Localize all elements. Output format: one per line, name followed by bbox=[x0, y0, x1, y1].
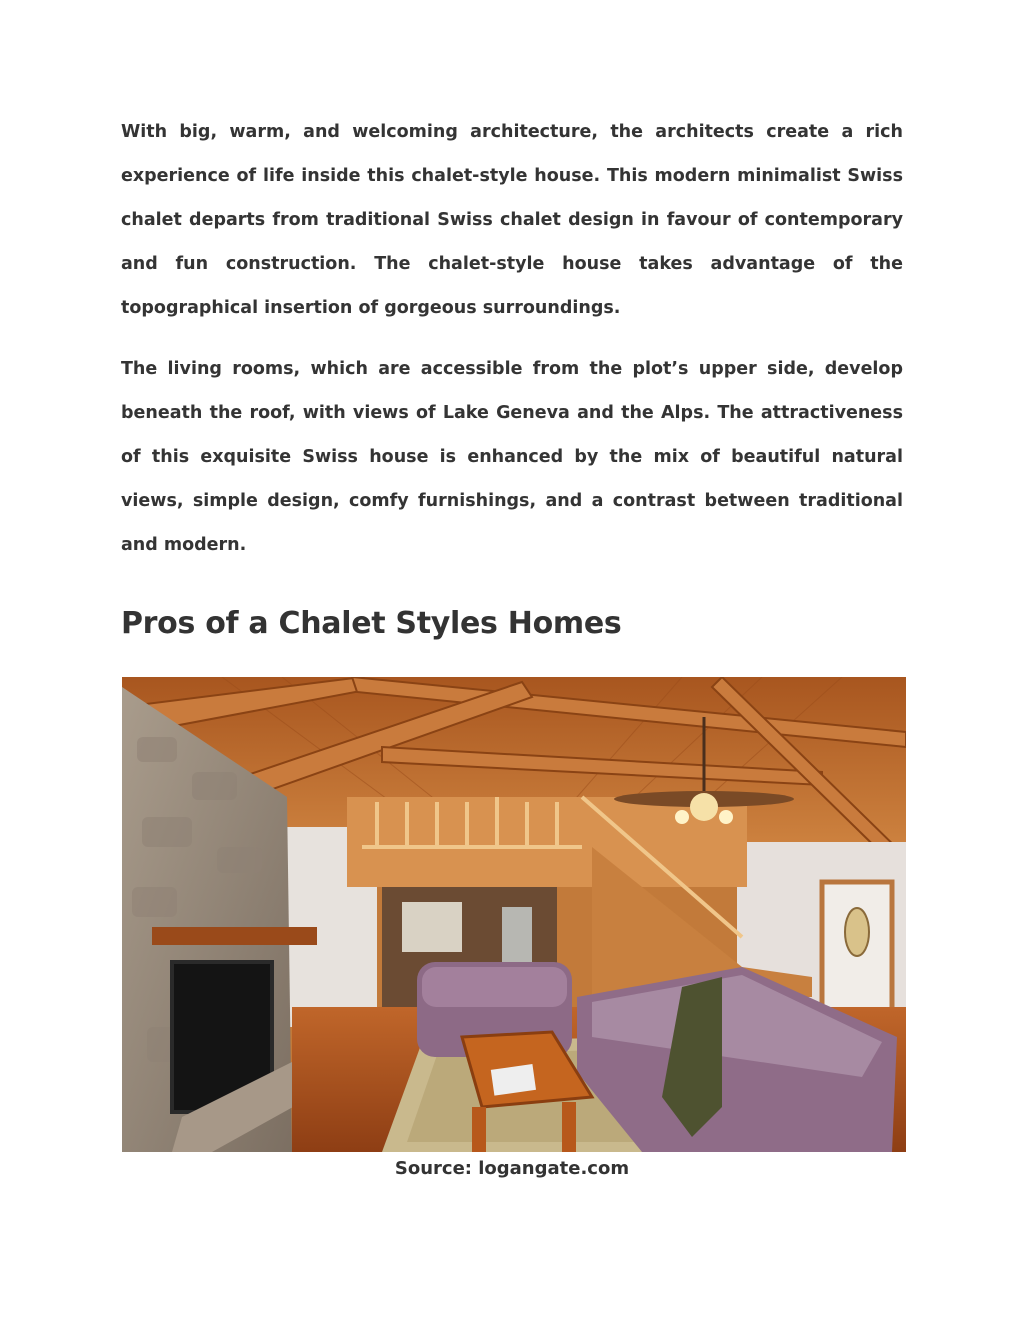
paragraph-living-rooms: The living rooms, which are accessible from the plot’s upper side, develop beneath the roof, with views of Lake Geneva and the Alps. The attractiveness of this exquisite Swiss house is enhanced by the mix of beautiful natural views, simple design, comfy furnishings, and a contrast between traditional and modern. bbox=[121, 359, 903, 555]
paragraph-chalet-architecture: With big, warm, and welcoming architecture, the architects create a rich experience of life inside this chalet-style house. This modern minimalist Swiss chalet departs from traditional Swiss chalet design in favour of contemporary and fun construction. The chalet-style house takes advantage of the topographical insertion of gorgeous surroundings. bbox=[121, 122, 903, 318]
section-heading: Pros of a Chalet Styles Homes bbox=[121, 606, 622, 641]
image-caption: Source: logangate.com bbox=[394, 1158, 630, 1179]
chalet-living-room-photo bbox=[122, 677, 906, 1152]
